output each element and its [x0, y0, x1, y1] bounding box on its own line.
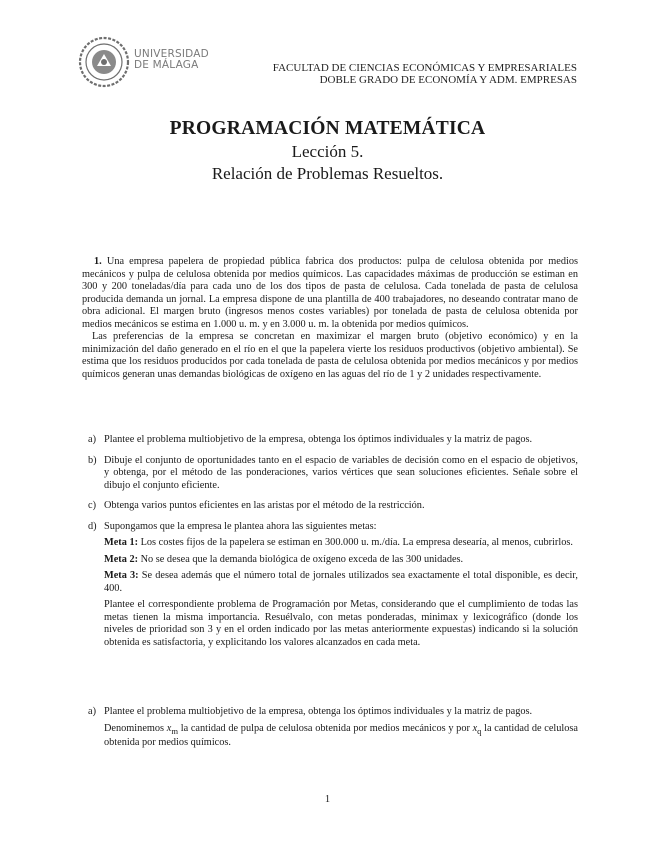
problem-statement	[82, 256, 578, 381]
goal-3	[104, 570, 578, 595]
goal-2-text: No se desea que la demanda biológica de oxígeno exceda de las 300 unidades.	[140, 553, 464, 565]
problem-paragraph-1-text: Una empresa papelera de propiedad pública fabrica dos productos: pulpa de celulosa obtenida por medios mecánicos y pulpa de celulosa obtenida por medios químicos. Las capacidades máximas de producción se estiman en 300 y 200 toneladas/día para cada uno de los dos tipos de pasta de celulosa. Cada tonelada de pasta de celulosa producida demanda un jornal. La empresa dispone de una plantilla de 400 trabajadores, no deseando contratar mano de obra adicional. El margen bruto (ingresos menos costes variables) por tonelada de pasta de celulosa obtenida por medios mecánicos se estima en 1.000 u. m. y en 3.000 u. m. la obtenida por medios químicos.	[82, 256, 578, 330]
goal-programming-instructions: Plantee el correspondiente problema de Programación por Metas, considerando que el cumplimiento de todas las metas tienen la misma importancia. Resuélvalo, con metas ponderadas, minimax y lexicográfico (donde los niveles de prioridad son 3 y en el orden indicado por las metas anteriormente expuestas) indicando si la solución obtenida es satisfactoria, y explicitando los valores alcanzados en cada meta.	[104, 599, 578, 648]
page-number: 1	[324, 794, 331, 805]
question-a-text: Plantee el problema multiobjetivo de la empresa, obtenga los óptimos individuales y la matriz de pagos.	[104, 434, 533, 445]
question-c-text: Obtenga varios puntos eficientes en las aristas por el método de la restricción.	[104, 500, 425, 511]
question-d	[82, 521, 578, 650]
variable-xq-subscript: q	[477, 725, 482, 736]
degree-name: DOBLE GRADO DE ECONOMÍA Y ADM. EMPRESAS	[319, 74, 577, 86]
solution-section	[82, 706, 578, 758]
question-b	[82, 455, 578, 493]
solution-a	[82, 706, 578, 750]
question-a-label: a)	[88, 434, 96, 445]
question-c-label: c)	[88, 500, 96, 511]
problem-paragraph-1	[82, 256, 578, 331]
questions-list	[82, 434, 578, 657]
variable-xm: x	[166, 722, 172, 734]
goal-3-text: Se desea además que el número total de jornales utilizados sea exactamente el total disponible, es decir, 400.	[104, 570, 578, 594]
goal-3-label: Meta 3:	[104, 570, 139, 581]
variable-definition-part3: la cantidad de celulosa obtenida por medios químicos.	[104, 722, 578, 749]
variable-xm-subscript: m	[171, 725, 179, 736]
lesson-title: Lección 5.	[291, 142, 364, 161]
document-title: PROGRAMACIÓN MATEMÁTICA	[169, 118, 486, 139]
goal-1-label: Meta 1:	[104, 537, 139, 548]
question-b-label: b)	[88, 454, 97, 466]
solution-a-text: Plantee el problema multiobjetivo de la empresa, obtenga los óptimos individuales y la matriz de pagos.	[104, 706, 533, 717]
variable-xq: x	[472, 722, 478, 734]
solution-a-label: a)	[88, 706, 96, 717]
university-name-line1: UNIVERSIDAD	[134, 48, 209, 60]
document-subtitle: Relación de Problemas Resueltos.	[211, 164, 444, 183]
question-b-text: Dibuje el conjunto de oportunidades tanto en el espacio de variables de decisión como en el espacio de objetivos, y obtenga, por el método de las ponderaciones, varios vértices que sean soluciones eficientes. Señale sobre el dibujo el conjunto eficiente.	[104, 454, 578, 491]
variable-definition-part2: la cantidad de pulpa de celulosa obtenida por medios mecánicos y por	[178, 722, 473, 734]
university-seal-icon	[78, 36, 130, 88]
question-a	[82, 434, 578, 447]
variable-definition	[104, 723, 578, 750]
faculty-name: FACULTAD DE CIENCIAS ECONÓMICAS Y EMPRESARIALES	[272, 62, 577, 74]
goal-1-text: Los costes fijos de la papelera se estiman en 300.000 u. m./día. La empresa desearía, al menos, cubrirlos.	[140, 537, 573, 548]
faculty-block	[273, 62, 577, 86]
problem-number: 1.	[94, 256, 102, 267]
problem-paragraph-2: Las preferencias de la empresa se concretan en maximizar el margen bruto (objetivo económico) y en la minimización del daño generado en el río en el que la papelera vierte los residuos productivos (objetivo ambiental). Se estima que los residuos producidos por cada tonelada de pasta de celulosa obtenida por medios mecánicos y por medios químicos generan unas demandas biológicas de oxígeno en las aguas del río de 1 y 2 unidades respectivamente.	[82, 331, 578, 380]
question-d-text: Supongamos que la empresa le plantea ahora las siguientes metas:	[104, 520, 377, 532]
question-c	[82, 500, 578, 513]
question-d-label: d)	[88, 520, 97, 532]
goal-2	[104, 554, 578, 567]
university-name-line2: DE MÁLAGA	[134, 59, 199, 71]
variable-definition-part1: Denominemos	[104, 722, 167, 734]
university-name	[134, 49, 209, 71]
goal-1	[104, 537, 578, 550]
goal-2-label: Meta 2:	[104, 553, 139, 565]
